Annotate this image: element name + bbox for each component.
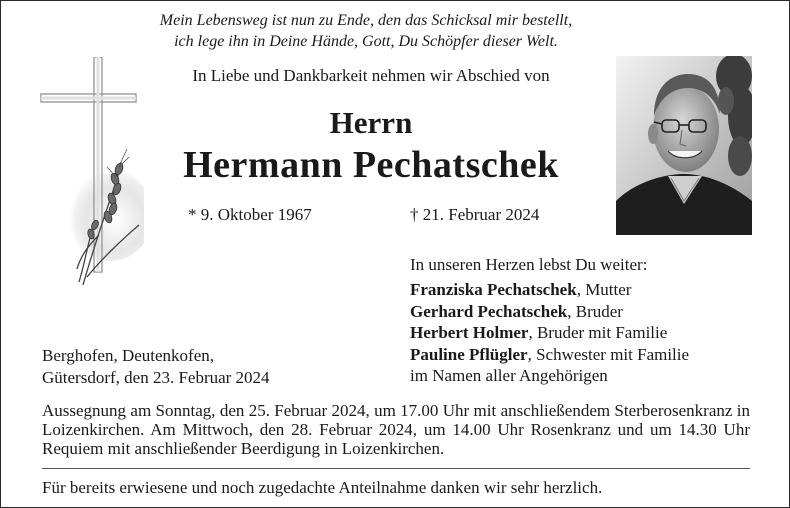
place-line-2: Gütersdorf, den 23. Februar 2024 [42,367,270,387]
place-line-1: Berghofen, Deutenkofen, [42,346,214,365]
salutation: Herrn [329,105,413,140]
mourners-intro: In unseren Herzen lebst Du weiter: [410,255,648,274]
poem [1,10,731,52]
mourner-relation: , Bruder mit Familie [528,323,668,342]
mourners-closing: im Namen aller Angehörigen [410,366,608,385]
mourner-name: Pauline Pflügler [410,344,528,364]
mourner-name: Herbert Holmer [410,323,529,342]
farewell-intro: In Liebe und Dankbarkeit nehmen wir Abschied von [192,66,550,85]
death-date: † 21. Februar 2024 [410,205,540,224]
mourner-relation: , Mutter [576,280,632,299]
list-item [410,344,689,366]
list-item [410,279,689,301]
poem-line-2: ich lege ihn in Deine Hände, Gott, Du Schöpfer dieser Welt. [174,33,558,50]
list-item [410,322,689,344]
deceased-name: Hermann Pechatschek [183,144,559,186]
place-and-date [42,345,270,388]
thanks-note: Für bereits erwiesene und noch zugedachte Anteilnahme danken wir sehr herzlich. [42,478,603,497]
mourners-list [410,279,689,387]
list-item [410,301,689,323]
mourner-relation: , Schwester mit Familie [527,344,690,364]
mourner-name: Gerhard Pechatschek [410,301,568,321]
divider [42,468,750,469]
mourner-relation: , Bruder [567,301,623,321]
service-details: Aussegnung am Sonntag, den 25. Februar 2024, um 17.00 Uhr mit anschließendem Sterberosenkranz in Loizenkirchen. Am Mittwoch, den 28. Februar 2024, um 14.00 Uhr Rosenkranz und um 14.30 Uhr Requiem mit anschließender Beerdigung in Loizenkirchen. [42,401,750,458]
birth-date: * 9. Oktober 1967 [188,205,312,224]
portrait-photo [616,56,752,235]
cross-with-wheat-illustration [39,57,144,287]
mourner-name: Franziska Pechatschek [410,280,577,299]
poem-line-1: Mein Lebensweg ist nun zu Ende, den das Schicksal mir bestellt, [159,12,573,29]
